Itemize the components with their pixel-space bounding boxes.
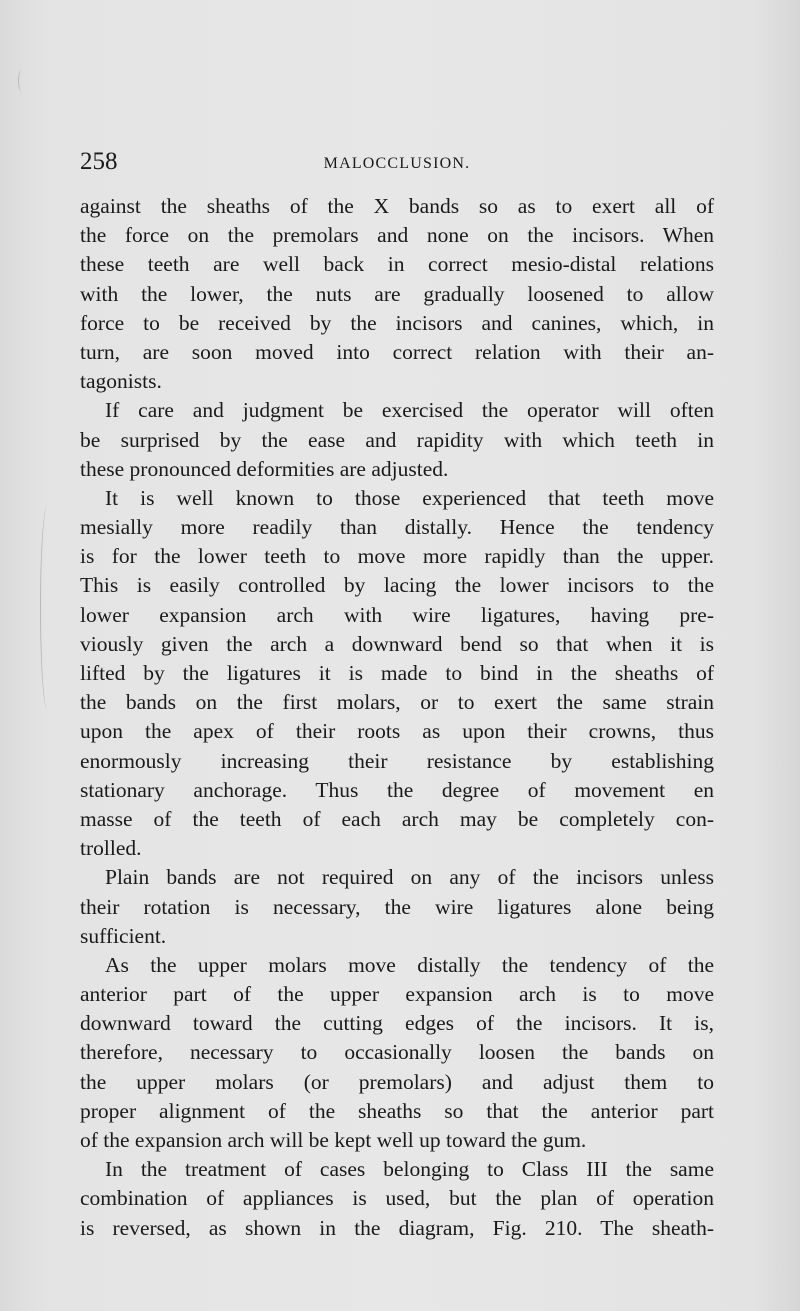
body-text (80, 192, 714, 1243)
text-line: mesially more readily than distally. Hence the tendency (80, 515, 714, 540)
text-line: with the lower, the nuts are gradually loosened to allow (80, 281, 714, 306)
text-line: their rotation is necessary, the wire ligatures alone being (80, 894, 714, 919)
text-line: stationary anchorage. Thus the degree of movement en (80, 777, 714, 802)
text-line: Plain bands are not required on any of the incisors unless (105, 865, 714, 890)
paragraph (80, 951, 714, 1155)
running-title: MALOCCLUSION. (323, 155, 471, 172)
text-line: these teeth are well back in correct mesio-distal relations (80, 252, 714, 277)
text-line: If care and judgment be exercised the operator will often (105, 398, 714, 423)
page-number: 258 (80, 148, 118, 175)
paragraph (80, 192, 714, 396)
text-line: is reversed, as shown in the diagram, Fig. 210. The sheath- (80, 1215, 714, 1240)
text-line: This is easily controlled by lacing the lower incisors to the (80, 573, 714, 598)
margin-pencil-mark (18, 70, 25, 92)
text-line: force to be received by the incisors and canines, which, in (80, 310, 714, 335)
text-line: upon the apex of their roots as upon their crowns, thus (80, 719, 714, 744)
text-line: is for the lower teeth to move more rapidly than the upper. (80, 544, 714, 569)
text-line: against the sheaths of the X bands so as to exert all of (80, 194, 714, 218)
text-line: viously given the arch a downward bend so that when it is (80, 631, 714, 656)
text-line: lifted by the ligatures it is made to bind in the sheaths of (80, 661, 714, 685)
text-line: anterior part of the upper expansion arch is to move (80, 982, 714, 1007)
text-line: be surprised by the ease and rapidity with which teeth in (80, 427, 714, 452)
paragraph (80, 1155, 714, 1243)
text-line: As the upper molars move distally the tendency of the (105, 952, 714, 977)
text-line: trolled. (80, 836, 142, 861)
page-header (80, 146, 714, 178)
text-line: masse of the teeth of each arch may be completely con- (80, 806, 714, 831)
margin-pencil-mark (40, 505, 55, 710)
paragraph (80, 863, 714, 951)
text-line: lower expansion arch with wire ligatures, having pre- (80, 602, 714, 627)
text-line: proper alignment of the sheaths so that the anterior part (80, 1098, 714, 1123)
text-line: combination of appliances is used, but the plan of operation (80, 1186, 714, 1211)
text-line: the upper molars (or premolars) and adjust them to (80, 1069, 714, 1094)
text-line: tagonists. (80, 369, 162, 394)
text-line: It is well known to those experienced that teeth move (105, 485, 714, 510)
text-line: of the expansion arch will be kept well up toward the gum. (80, 1128, 587, 1152)
text-line: In the treatment of cases belonging to Class III the same (105, 1157, 714, 1182)
text-line: downward toward the cutting edges of the incisors. It is, (80, 1011, 714, 1036)
paragraph (80, 396, 714, 484)
text-line: these pronounced deformities are adjusted. (80, 456, 449, 481)
text-line: the bands on the first molars, or to exert the same strain (80, 690, 714, 715)
text-line: the force on the premolars and none on the incisors. When (80, 223, 714, 248)
paragraph (80, 484, 714, 863)
text-line: therefore, necessary to occasionally loosen the bands on (80, 1040, 714, 1065)
text-line: enormously increasing their resistance by establishing (80, 748, 714, 773)
text-line: turn, are soon moved into correct relation with their an- (80, 339, 714, 364)
text-line: sufficient. (80, 923, 167, 948)
